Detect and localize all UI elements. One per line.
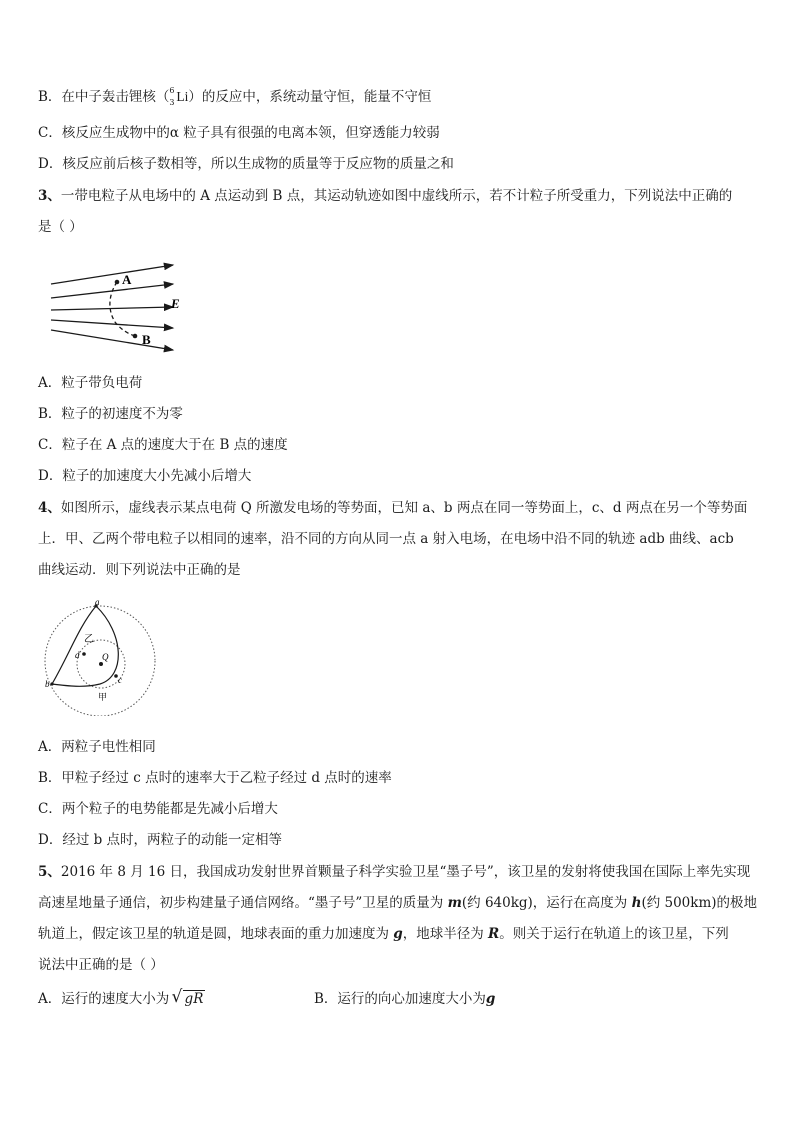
label-q: Q [102, 652, 109, 662]
var-h: h [631, 895, 642, 911]
q5-option-b-text: B．运行的向心加速度大小为 [314, 991, 486, 1007]
q5-option-a-text: A．运行的速度大小为 [38, 991, 170, 1007]
point-a [115, 280, 120, 285]
q5-text-orbit: 轨道上，假定该卫星的轨道是圆，地球表面的重力加速度为 [38, 926, 394, 942]
q5-stem-line4: 说法中正确的是（ ） [38, 957, 164, 973]
label-e: E [171, 296, 180, 311]
q3-number: 3、 [38, 188, 61, 204]
var-g-answer: g [485, 991, 496, 1007]
q4-option-d: D．经过 b 点时，两粒子的动能一定相等 [38, 832, 283, 848]
q2-option-b-text: B．在中子轰击锂核（ [38, 89, 170, 105]
label-jia: 甲 [98, 692, 108, 702]
q4-equipotential-diagram [40, 598, 162, 716]
q2-option-b [38, 88, 431, 106]
q4-stem-line3: 曲线运动．则下列说法中正确的是 [38, 562, 241, 578]
q5-text-polar: (约 500km)的极地 [641, 895, 758, 911]
trajectory-adb [52, 606, 96, 684]
label-yi: 乙 [84, 634, 94, 645]
q4-option-b: B．甲粒子经过 c 点时的速率大于乙粒子经过 d 点时的速率 [38, 770, 392, 786]
q5-stem-line3 [38, 925, 729, 943]
q5-text-height-intro: (约 640kg)，运行在高度为 [461, 895, 632, 911]
point-d [82, 652, 86, 656]
q3-option-b: B．粒子的初速度不为零 [38, 406, 183, 422]
isotope-atomic-number: 3 [169, 98, 175, 107]
q2-option-c: C．核反应生成物中的α 粒子具有很强的电离本领，但穿透能力较弱 [38, 125, 440, 141]
isotope-mass-number: 6 [169, 86, 175, 95]
q3-stem-line1 [38, 187, 732, 205]
q5-stem-line1 [38, 863, 750, 881]
label-c: c [118, 675, 122, 685]
q5-text-question: 。则关于运行在轨道上的该卫星，下列 [499, 926, 729, 942]
label-a: A [122, 272, 132, 287]
point-b [50, 682, 53, 685]
q4-number: 4、 [38, 500, 61, 516]
sqrt-expression [174, 990, 206, 1008]
var-r: R [488, 926, 500, 942]
var-m: m [447, 895, 462, 911]
label-d: d [75, 650, 80, 660]
q3-field-diagram [45, 254, 195, 362]
isotope-symbol: Li [176, 89, 189, 104]
sqrt-radicand: gR [184, 991, 204, 1007]
field-line-1 [51, 265, 173, 284]
q4-option-c: C．两个粒子的电势能都是先减小后增大 [38, 801, 278, 817]
charge-q [99, 662, 103, 666]
label-b: b [45, 679, 50, 689]
var-g: g [393, 926, 403, 942]
field-line-5 [51, 330, 173, 350]
q5-stem-line2 [38, 894, 757, 912]
q3-option-c: C．粒子在 A 点的速度大于在 B 点的速度 [38, 437, 288, 453]
q5-number: 5、 [38, 864, 61, 880]
lithium-isotope [169, 88, 188, 106]
q4-option-a: A．两粒子电性相同 [38, 739, 156, 755]
q5-stem-text: 2016 年 8 月 16 日，我国成功发射世界首颗量子科学实验卫星“墨子号”，该卫星的发射将使我国在国际上率先实现 [60, 864, 751, 880]
point-b [133, 334, 138, 339]
q3-option-d: D．粒子的加速度大小先减小后增大 [38, 468, 252, 484]
q4-stem-line1 [38, 499, 747, 517]
q5-option-b [314, 990, 495, 1008]
label-b: B [142, 332, 151, 347]
q5-text-radius: ，地球半径为 [402, 926, 489, 942]
label-a: a [95, 598, 100, 607]
q4-stem-line2: 上．甲、乙两个带电粒子以相同的速率，沿不同的方向从同一点 a 射入电场，在电场中沿不同的轨迹 adb 曲线、acb [38, 531, 734, 547]
q5-text-mass-intro: 高速星地量子通信，初步构建量子通信网络。“墨子号”卫星的质量为 [38, 895, 448, 911]
q4-stem-text: 如图所示，虚线表示某点电荷 Q 所激发电场的等势面，已知 a、b 两点在同一等势面上，c、d 两点在另一个等势面 [60, 500, 748, 516]
q3-stem-line2: 是（ ） [38, 219, 83, 235]
field-line-3 [51, 307, 173, 310]
q3-stem-text: 一带电粒子从电场中的 A 点运动到 B 点，其运动轨迹如图中虚线所示，若不计粒子所受重力，下列说法中正确的 [60, 188, 733, 204]
q5-option-a [38, 990, 205, 1008]
q2-option-d: D．核反应前后核子数相等，所以生成物的质量等于反应物的质量之和 [38, 156, 454, 172]
q2-option-b-text-end: ）的反应中，系统动量守恒，能量不守恒 [188, 89, 432, 105]
q3-option-a: A．粒子带负电荷 [38, 375, 143, 391]
field-line-4 [51, 320, 173, 328]
